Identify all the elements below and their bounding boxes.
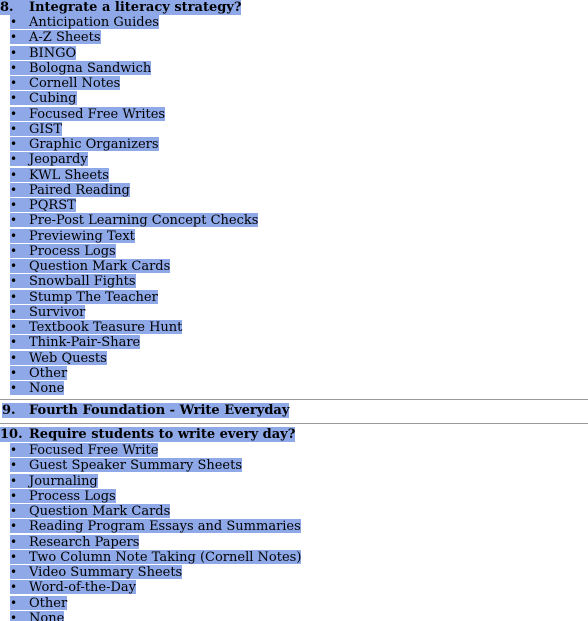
question-10-number: 10.	[0, 427, 23, 442]
question-8-option-label: Paired Reading	[29, 182, 130, 198]
question-8-option-label: Question Mark Cards	[29, 259, 171, 274]
question-8-option	[10, 259, 170, 273]
question-10-option	[10, 611, 64, 621]
question-8-option-label: Previewing Text	[29, 228, 135, 244]
question-10-option	[10, 519, 301, 533]
bullet-icon: •	[10, 274, 18, 289]
question-10-option-label: Two Column Note Taking (Cornell Notes)	[29, 549, 302, 565]
question-8-option-label: A-Z Sheets	[29, 30, 101, 46]
bullet-icon: •	[10, 335, 18, 350]
question-8-option	[10, 76, 120, 90]
question-10-option	[10, 489, 116, 503]
section-9-number: 9.	[2, 403, 16, 418]
question-8-option-label: Graphic Organizers	[29, 137, 159, 152]
bullet-icon: •	[10, 458, 18, 473]
bullet-icon: •	[10, 182, 18, 197]
question-10-option	[10, 458, 242, 472]
bullet-icon: •	[10, 91, 18, 106]
bullet-icon: •	[10, 443, 18, 457]
question-8-option-label: Cornell Notes	[29, 76, 121, 91]
bullet-icon: •	[10, 304, 18, 319]
question-8-option	[10, 168, 109, 182]
bullet-icon: •	[10, 228, 18, 243]
question-10-option	[10, 443, 158, 457]
bullet-icon: •	[10, 580, 18, 595]
question-10-option	[10, 550, 301, 564]
question-10-option	[10, 504, 170, 518]
question-10-option-label: Focused Free Write	[29, 443, 159, 458]
question-10-text: Require students to write every day?	[29, 427, 296, 442]
question-8-option-label: Survivor	[29, 304, 86, 320]
question-10-option	[10, 580, 136, 594]
question-8-option	[10, 366, 67, 380]
bullet-icon: •	[10, 243, 18, 258]
question-8-option-label: Cubing	[29, 91, 77, 107]
section-9-header	[0, 403, 289, 419]
question-8-option	[10, 335, 140, 349]
question-8-option	[10, 198, 76, 212]
question-8-option	[10, 152, 88, 166]
question-8-option	[10, 107, 165, 121]
question-10-option	[10, 565, 182, 579]
bullet-icon: •	[10, 121, 18, 136]
question-10-option-label: Word-of-the-Day	[29, 580, 137, 596]
bullet-icon: •	[10, 610, 18, 621]
question-8-option-label: Pre-Post Learning Concept Checks	[29, 213, 259, 229]
question-10-title	[0, 427, 295, 442]
question-8-title	[0, 0, 241, 15]
bullet-icon: •	[10, 519, 18, 534]
bullet-icon: •	[10, 15, 18, 29]
question-10-option-label: Question Mark Cards	[29, 504, 171, 519]
bullet-icon: •	[10, 167, 18, 182]
bullet-icon: •	[10, 106, 18, 121]
bullet-icon: •	[10, 259, 18, 273]
question-10-option-label: Journaling	[29, 473, 98, 489]
bullet-icon: •	[10, 595, 18, 610]
bullet-icon: •	[10, 473, 18, 488]
question-10-option	[10, 474, 98, 488]
section-9-title: Fourth Foundation - Write Everyday	[29, 403, 290, 418]
bullet-icon: •	[10, 381, 18, 395]
bullet-icon: •	[10, 76, 18, 90]
question-8-option-label: Focused Free Writes	[29, 106, 166, 122]
divider-bottom	[0, 423, 588, 424]
question-8-option	[10, 244, 116, 258]
question-8-option	[10, 30, 101, 44]
bullet-icon: •	[10, 60, 18, 75]
question-8-option	[10, 183, 130, 197]
question-10-option	[10, 596, 67, 610]
question-8-option	[10, 46, 76, 60]
bullet-icon: •	[10, 565, 18, 579]
question-8-text: Integrate a literacy strategy?	[29, 0, 242, 15]
question-8-option-label: PQRST	[29, 198, 76, 213]
question-8-option	[10, 61, 151, 75]
question-8-option-label: Anticipation Guides	[29, 15, 159, 30]
bullet-icon: •	[10, 365, 18, 380]
question-8-option	[10, 15, 159, 29]
bullet-icon: •	[10, 152, 18, 167]
question-8-option	[10, 229, 135, 243]
question-10-option-label: Reading Program Essays and Summaries	[29, 519, 301, 535]
question-8-option	[10, 91, 77, 105]
question-8-option-label: KWL Sheets	[29, 167, 109, 183]
bullet-icon: •	[10, 198, 18, 212]
question-8-option-label: GIST	[29, 121, 63, 137]
question-8-option	[10, 381, 64, 395]
question-8-option-label: Textbook Teasure Hunt	[29, 320, 183, 335]
question-8-option-label: Snowball Fights	[29, 274, 136, 290]
divider-top	[0, 399, 588, 400]
bullet-icon: •	[10, 320, 18, 334]
question-8-option	[10, 290, 158, 304]
question-10-option	[10, 535, 139, 549]
question-8-option-label: Process Logs	[29, 243, 116, 259]
question-8-option	[10, 351, 107, 365]
bullet-icon: •	[10, 289, 18, 304]
bullet-icon: •	[10, 488, 18, 503]
bullet-icon: •	[10, 350, 18, 365]
question-8-option-label: Think-Pair-Share	[29, 335, 141, 351]
question-10-option-label: Other	[29, 595, 68, 611]
question-8-option-label: Web Quests	[29, 350, 107, 366]
question-8-option-label: None	[29, 381, 65, 396]
bullet-icon: •	[10, 213, 18, 228]
question-10-option-label: Process Logs	[29, 488, 116, 504]
question-8-option-label: BINGO	[29, 45, 77, 61]
question-8-option	[10, 122, 62, 136]
bullet-icon: •	[10, 137, 18, 151]
bullet-icon: •	[10, 549, 18, 564]
question-8-option	[10, 137, 159, 151]
question-8-option-label: Jeopardy	[29, 152, 88, 168]
question-10-option-label: Guest Speaker Summary Sheets	[29, 458, 243, 474]
question-10-option-label: Research Papers	[29, 534, 140, 550]
bullet-icon: •	[10, 534, 18, 549]
question-8-option	[10, 320, 182, 334]
bullet-icon: •	[10, 30, 18, 45]
question-8-number: 8.	[0, 0, 14, 15]
question-8-option-label: Stump The Teacher	[29, 289, 158, 305]
bullet-icon: •	[10, 504, 18, 518]
question-8-option	[10, 213, 258, 227]
question-8-option	[10, 305, 85, 319]
question-8-option-label: Other	[29, 365, 68, 381]
question-10-option-label: None	[29, 610, 65, 621]
question-10-option-label: Video Summary Sheets	[29, 565, 183, 580]
question-8-option	[10, 274, 136, 288]
bullet-icon: •	[10, 45, 18, 60]
question-8-option-label: Bologna Sandwich	[29, 60, 152, 76]
